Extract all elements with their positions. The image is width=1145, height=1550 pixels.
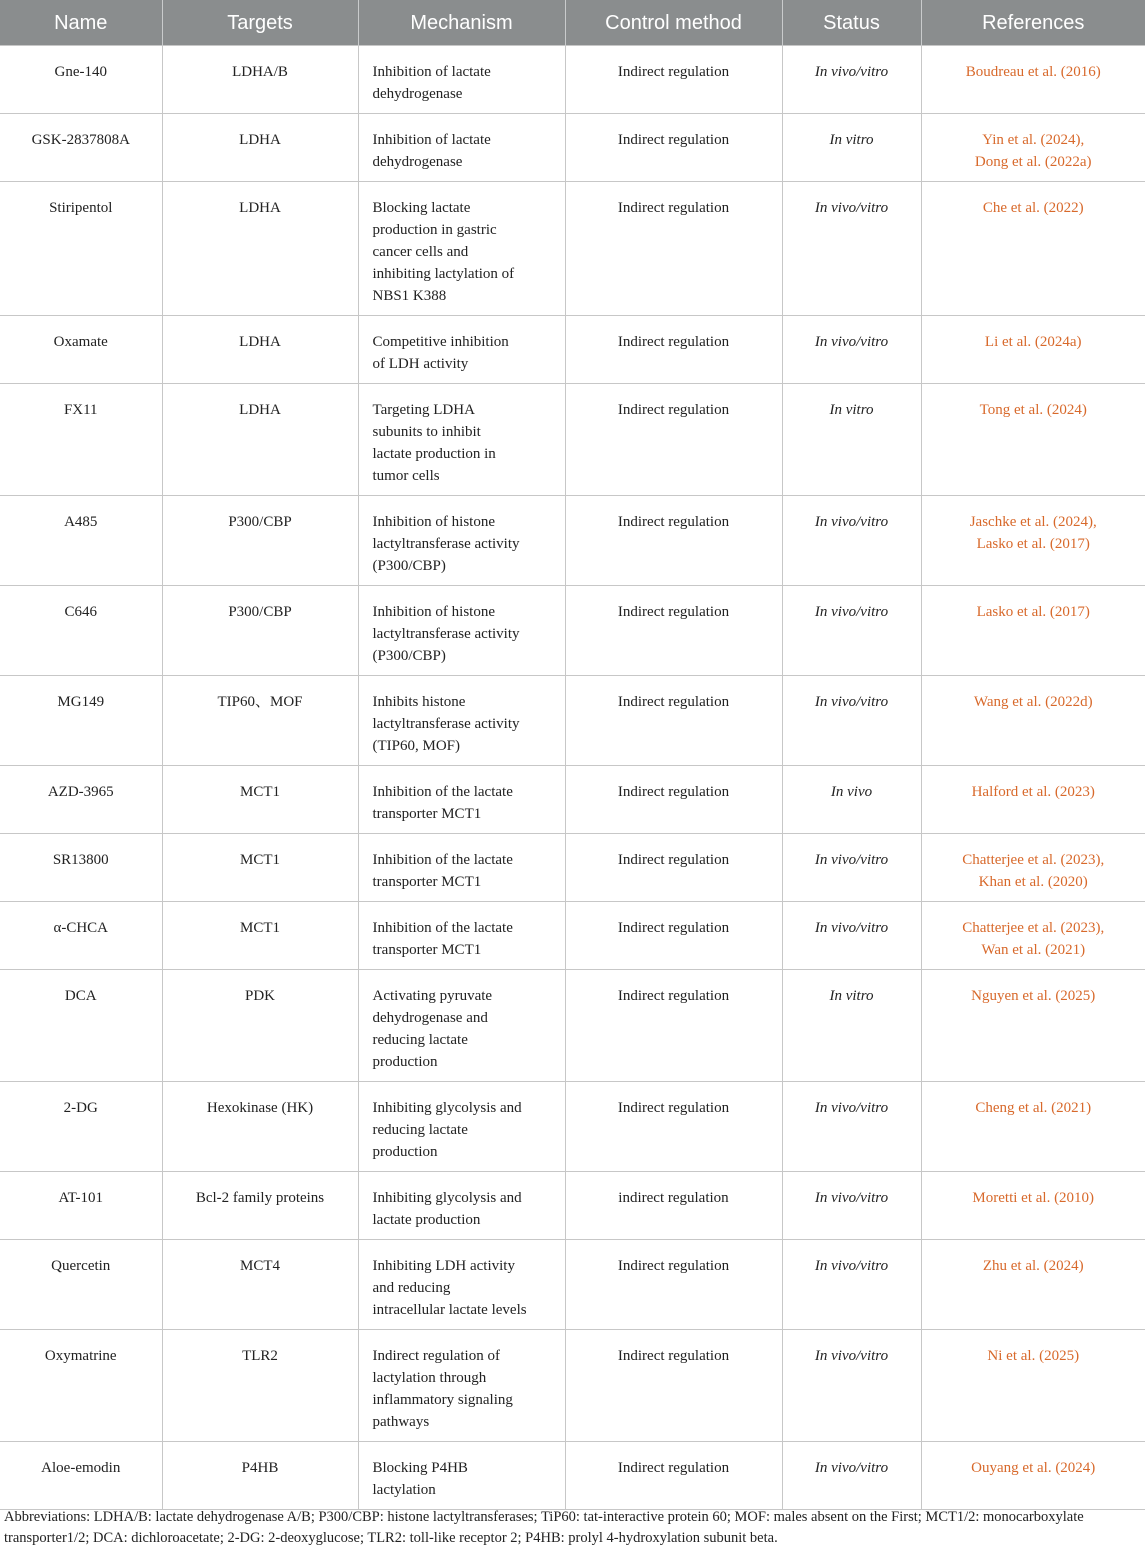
cell-control-method: Indirect regulation	[565, 114, 782, 182]
cell-control-method: Indirect regulation	[565, 766, 782, 834]
cell-mechanism	[358, 1082, 565, 1172]
table-row	[0, 766, 1145, 834]
cell-references	[921, 766, 1145, 834]
column-header-references: References	[921, 0, 1145, 46]
mechanism-line: (P300/CBP)	[372, 558, 446, 574]
mechanism-line: production in gastric	[372, 222, 497, 238]
cell-name: Aloe-emodin	[0, 1442, 162, 1510]
cell-name: A485	[0, 496, 162, 586]
mechanism-line: lactate production in	[372, 446, 496, 462]
table-row	[0, 586, 1145, 676]
cell-control-method: Indirect regulation	[565, 182, 782, 316]
reference-link[interactable]: Chatterjee et al. (2023),	[962, 920, 1105, 936]
cell-targets: Hexokinase (HK)	[162, 1082, 358, 1172]
table-row	[0, 1330, 1145, 1442]
abbreviations-footnote: Abbreviations: LDHA/B: lactate dehydrogenase A/B; P300/CBP: histone lactyltransferases; TiP60: tat-interactive protein 60; MOF: males absent on the First; MCT1/2: monocarboxylate transporter1/2; DCA: dichloroacetate; 2-DG: 2-deoxyglucose; TLR2: toll-like receptor 2; P4HB: prolyl 4-hydroxylation subunit beta.	[4, 1509, 1084, 1546]
cell-references	[921, 970, 1145, 1082]
cell-name: Oxymatrine	[0, 1330, 162, 1442]
cell-references	[921, 586, 1145, 676]
reference-link[interactable]: Zhu et al. (2024)	[982, 1258, 1084, 1274]
cell-control-method: Indirect regulation	[565, 586, 782, 676]
column-header-targets: Targets	[162, 0, 358, 46]
table-row	[0, 182, 1145, 316]
cell-references	[921, 114, 1145, 182]
cell-mechanism	[358, 316, 565, 384]
cell-references	[921, 1240, 1145, 1330]
cell-targets: PDK	[162, 970, 358, 1082]
cell-status: In vivo/vitro	[782, 182, 921, 316]
cell-name: Gne-140	[0, 46, 162, 114]
mechanism-line: Indirect regulation of	[372, 1348, 500, 1364]
mechanism-line: (TIP60, MOF)	[372, 738, 461, 754]
mechanism-line: tumor cells	[372, 468, 440, 484]
cell-references	[921, 1082, 1145, 1172]
cell-targets: MCT1	[162, 766, 358, 834]
cell-status: In vitro	[782, 384, 921, 496]
cell-status: In vivo/vitro	[782, 316, 921, 384]
mechanism-line: Inhibition of histone	[372, 514, 495, 530]
table-row	[0, 676, 1145, 766]
reference-link[interactable]: Che et al. (2022)	[982, 200, 1084, 216]
cell-references	[921, 834, 1145, 902]
cell-mechanism	[358, 384, 565, 496]
reference-link[interactable]: Halford et al. (2023)	[971, 784, 1095, 800]
table-row	[0, 902, 1145, 970]
cell-status: In vivo	[782, 766, 921, 834]
reference-link[interactable]: Wan et al. (2021)	[981, 942, 1086, 958]
cell-control-method: Indirect regulation	[565, 676, 782, 766]
cell-mechanism	[358, 46, 565, 114]
cell-targets: TIP60、MOF	[162, 676, 358, 766]
cell-targets: MCT1	[162, 902, 358, 970]
cell-references	[921, 676, 1145, 766]
mechanism-line: Inhibition of lactate	[372, 64, 491, 80]
reference-link[interactable]: Tong et al. (2024)	[979, 402, 1087, 418]
cell-name: C646	[0, 586, 162, 676]
table-row	[0, 1442, 1145, 1510]
cell-mechanism	[358, 1330, 565, 1442]
mechanism-line: lactyltransferase activity	[372, 536, 520, 552]
cell-targets: P4HB	[162, 1442, 358, 1510]
cell-targets: Bcl-2 family proteins	[162, 1172, 358, 1240]
cell-status: In vitro	[782, 114, 921, 182]
cell-control-method: Indirect regulation	[565, 1442, 782, 1510]
cell-mechanism	[358, 970, 565, 1082]
cell-references	[921, 384, 1145, 496]
column-header-name: Name	[0, 0, 162, 46]
cell-status: In vivo/vitro	[782, 1082, 921, 1172]
cell-status: In vivo/vitro	[782, 1330, 921, 1442]
cell-control-method: Indirect regulation	[565, 834, 782, 902]
table-row	[0, 1082, 1145, 1172]
table-row	[0, 1172, 1145, 1240]
mechanism-line: Competitive inhibition	[372, 334, 509, 350]
mechanism-line: lactylation	[372, 1482, 436, 1498]
cell-control-method: Indirect regulation	[565, 384, 782, 496]
table-row	[0, 114, 1145, 182]
cell-control-method: Indirect regulation	[565, 970, 782, 1082]
cell-control-method: Indirect regulation	[565, 1240, 782, 1330]
cell-targets: LDHA	[162, 114, 358, 182]
cell-name: DCA	[0, 970, 162, 1082]
cell-mechanism	[358, 834, 565, 902]
mechanism-line: transporter MCT1	[372, 874, 482, 890]
cell-name: Quercetin	[0, 1240, 162, 1330]
table-row	[0, 834, 1145, 902]
cell-references	[921, 316, 1145, 384]
cell-name: SR13800	[0, 834, 162, 902]
mechanism-line: (P300/CBP)	[372, 648, 446, 664]
mechanism-line: Blocking P4HB	[372, 1460, 468, 1476]
mechanism-line: Blocking lactate	[372, 200, 471, 216]
cell-status: In vivo/vitro	[782, 834, 921, 902]
cell-references	[921, 1172, 1145, 1240]
reference-link[interactable]: Ouyang et al. (2024)	[971, 1460, 1096, 1476]
cell-status: In vivo/vitro	[782, 586, 921, 676]
cell-references	[921, 1330, 1145, 1442]
table-row	[0, 46, 1145, 114]
cell-control-method: Indirect regulation	[565, 496, 782, 586]
cell-targets: LDHA/B	[162, 46, 358, 114]
table-row	[0, 316, 1145, 384]
mechanism-line: Activating pyruvate	[372, 988, 493, 1004]
cell-mechanism	[358, 182, 565, 316]
cell-status: In vivo/vitro	[782, 1442, 921, 1510]
reference-link[interactable]: Nguyen et al. (2025)	[971, 988, 1096, 1004]
cell-name: Stiripentol	[0, 182, 162, 316]
cell-references	[921, 46, 1145, 114]
cell-name: GSK-2837808A	[0, 114, 162, 182]
cell-name: 2-DG	[0, 1082, 162, 1172]
cell-control-method: Indirect regulation	[565, 46, 782, 114]
table-body	[0, 46, 1145, 1510]
mechanism-line: dehydrogenase and	[372, 1010, 488, 1026]
cell-control-method: indirect regulation	[565, 1172, 782, 1240]
mechanism-line: production	[372, 1144, 438, 1160]
cell-control-method: Indirect regulation	[565, 316, 782, 384]
cell-name: Oxamate	[0, 316, 162, 384]
reference-link[interactable]: Lasko et al. (2017)	[976, 536, 1090, 552]
reference-link[interactable]: Wang et al. (2022d)	[973, 694, 1093, 710]
mechanism-line: lactylation through	[372, 1370, 487, 1386]
reference-link[interactable]: Ni et al. (2025)	[987, 1348, 1080, 1364]
mechanism-line: and reducing	[372, 1280, 451, 1296]
cell-status: In vivo/vitro	[782, 902, 921, 970]
cell-mechanism	[358, 902, 565, 970]
header-row	[0, 0, 1145, 46]
cell-status: In vivo/vitro	[782, 676, 921, 766]
cell-name: FX11	[0, 384, 162, 496]
cell-status: In vivo/vitro	[782, 1172, 921, 1240]
mechanism-line: production	[372, 1054, 438, 1070]
cell-status: In vivo/vitro	[782, 1240, 921, 1330]
cell-mechanism	[358, 676, 565, 766]
mechanism-line: dehydrogenase	[372, 154, 463, 170]
mechanism-line: Inhibits histone	[372, 694, 466, 710]
mechanism-line: dehydrogenase	[372, 86, 463, 102]
reference-link[interactable]: Cheng et al. (2021)	[975, 1100, 1092, 1116]
mechanism-line: transporter MCT1	[372, 942, 482, 958]
cell-targets: LDHA	[162, 384, 358, 496]
mechanism-line: Inhibition of the lactate	[372, 920, 513, 936]
mechanism-line: pathways	[372, 1414, 430, 1430]
cell-mechanism	[358, 586, 565, 676]
table-row	[0, 1240, 1145, 1330]
column-header-mechanism: Mechanism	[358, 0, 565, 46]
cell-mechanism	[358, 766, 565, 834]
cell-targets: MCT1	[162, 834, 358, 902]
mechanism-line: intracellular lactate levels	[372, 1302, 527, 1318]
mechanism-line: Inhibition of the lactate	[372, 784, 513, 800]
cell-control-method: Indirect regulation	[565, 1330, 782, 1442]
cell-targets: P300/CBP	[162, 496, 358, 586]
cell-targets: TLR2	[162, 1330, 358, 1442]
mechanism-line: Inhibition of histone	[372, 604, 495, 620]
reference-link[interactable]: Yin et al. (2024),	[982, 132, 1085, 148]
cell-mechanism	[358, 1442, 565, 1510]
table-row	[0, 384, 1145, 496]
cell-targets: LDHA	[162, 316, 358, 384]
cell-control-method: Indirect regulation	[565, 902, 782, 970]
mechanism-line: reducing lactate	[372, 1032, 468, 1048]
mechanism-line: lactyltransferase activity	[372, 626, 520, 642]
cell-mechanism	[358, 1240, 565, 1330]
cell-references	[921, 496, 1145, 586]
cell-references	[921, 1442, 1145, 1510]
mechanism-line: Targeting LDHA	[372, 402, 475, 418]
reference-link[interactable]: Khan et al. (2020)	[978, 874, 1088, 890]
cell-status: In vitro	[782, 970, 921, 1082]
cell-targets: MCT4	[162, 1240, 358, 1330]
mechanism-line: inhibiting lactylation of	[372, 266, 515, 282]
cell-targets: P300/CBP	[162, 586, 358, 676]
reference-link[interactable]: Chatterjee et al. (2023),	[962, 852, 1105, 868]
mechanism-line: subunits to inhibit	[372, 424, 481, 440]
reference-link[interactable]: Li et al. (2024a)	[984, 334, 1082, 350]
mechanism-line: Inhibition of the lactate	[372, 852, 513, 868]
reference-link[interactable]: Moretti et al. (2010)	[972, 1190, 1095, 1206]
reference-link[interactable]: Dong et al. (2022a)	[974, 154, 1092, 170]
reference-link[interactable]: Lasko et al. (2017)	[976, 604, 1090, 620]
cell-name: AT-101	[0, 1172, 162, 1240]
mechanism-line: inflammatory signaling	[372, 1392, 513, 1408]
mechanism-line: Inhibition of lactate	[372, 132, 491, 148]
table-row	[0, 970, 1145, 1082]
cell-mechanism	[358, 1172, 565, 1240]
cell-mechanism	[358, 496, 565, 586]
table-row	[0, 496, 1145, 586]
mechanism-line: Inhibiting glycolysis and	[372, 1100, 522, 1116]
mechanism-line: NBS1 K388	[372, 288, 447, 304]
mechanism-line: lactate production	[372, 1212, 481, 1228]
cell-name: α-CHCA	[0, 902, 162, 970]
reference-link[interactable]: Boudreau et al. (2016)	[965, 64, 1101, 80]
mechanism-line: Inhibiting LDH activity	[372, 1258, 515, 1274]
cell-name: MG149	[0, 676, 162, 766]
cell-references	[921, 902, 1145, 970]
cell-control-method: Indirect regulation	[565, 1082, 782, 1172]
mechanism-line: lactyltransferase activity	[372, 716, 520, 732]
mechanism-line: of LDH activity	[372, 356, 469, 372]
cell-targets: LDHA	[162, 182, 358, 316]
cell-status: In vivo/vitro	[782, 496, 921, 586]
mechanism-line: Inhibiting glycolysis and	[372, 1190, 522, 1206]
mechanism-line: reducing lactate	[372, 1122, 468, 1138]
cell-references	[921, 182, 1145, 316]
column-header-control-method: Control method	[565, 0, 782, 46]
mechanism-line: cancer cells and	[372, 244, 469, 260]
cell-status: In vivo/vitro	[782, 46, 921, 114]
reference-link[interactable]: Jaschke et al. (2024),	[969, 514, 1097, 530]
mechanism-line: transporter MCT1	[372, 806, 482, 822]
column-header-status: Status	[782, 0, 921, 46]
cell-mechanism	[358, 114, 565, 182]
cell-name: AZD-3965	[0, 766, 162, 834]
